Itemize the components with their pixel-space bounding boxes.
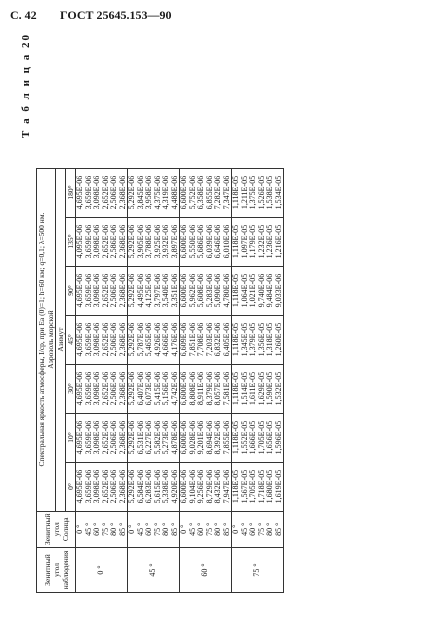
value: 1,705E-05 — [256, 420, 266, 455]
value: 1,356E-05 — [256, 322, 266, 357]
value: 1,514E-05 — [239, 371, 249, 406]
value: 8,432E-06 — [213, 469, 222, 504]
value: 5,292E-06 — [127, 371, 136, 406]
sun-angle: 80 ° — [265, 522, 274, 536]
value: 6,600E-06 — [179, 273, 188, 308]
value: 1,118E-05 — [231, 371, 240, 406]
table-title: Т а б л и ц а 20 — [20, 33, 32, 138]
value: 2,506E-06 — [109, 322, 118, 357]
value: 3,098E-06 — [92, 371, 101, 406]
value-cell — [76, 413, 128, 462]
value: 4,695E-06 — [75, 273, 84, 308]
sun-angle: 60 ° — [144, 522, 153, 536]
value: 1,656E-05 — [265, 420, 274, 455]
sun-angle: 75 ° — [204, 522, 214, 536]
value-cell — [180, 315, 232, 364]
table-row — [128, 168, 180, 592]
value: 4,375E-06 — [152, 175, 162, 210]
value: 2,368E-06 — [117, 273, 127, 308]
value: 5,415E-06 — [152, 371, 162, 406]
sun-angle: 0 ° — [179, 524, 188, 534]
value: 6,405E-06 — [221, 322, 231, 357]
value: 7,851E-06 — [187, 322, 197, 357]
value: 3,659E-06 — [83, 224, 93, 259]
value-cell — [76, 462, 128, 511]
value: 3,098E-06 — [92, 224, 101, 259]
value: 6,600E-06 — [179, 371, 188, 406]
value: 5,615E-06 — [152, 469, 162, 504]
value-cell — [128, 266, 180, 315]
value: 2,652E-06 — [100, 371, 110, 406]
value: 5,752E-06 — [187, 175, 197, 210]
sun-angle: 85 ° — [221, 522, 231, 536]
value: 1,680E-05 — [265, 469, 274, 504]
value: 3,925E-06 — [152, 224, 162, 259]
value: 3,659E-06 — [83, 469, 93, 504]
observation-angle: 0 ° — [76, 548, 128, 593]
table-caption — [37, 168, 56, 511]
value: 1,379E-05 — [248, 322, 257, 357]
value: 5,608E-06 — [196, 273, 205, 308]
value: 2,368E-06 — [117, 371, 127, 406]
value: 1,611E-05 — [248, 371, 257, 406]
value: 6,010E-06 — [221, 224, 231, 259]
value: 6,531E-06 — [135, 420, 145, 455]
table-row — [180, 168, 232, 592]
value: 5,582E-06 — [152, 420, 162, 455]
value: 3,098E-06 — [92, 175, 101, 210]
value: 2,586E-06 — [109, 224, 118, 259]
value: 2,652E-06 — [100, 469, 110, 504]
value-cell — [232, 266, 284, 315]
sun-angles — [128, 511, 180, 547]
value: 6,073E-06 — [144, 371, 153, 406]
value: 3,797E-06 — [152, 273, 162, 308]
value-cell — [76, 217, 128, 266]
value-cell — [76, 315, 128, 364]
page-number: С. 42 — [10, 8, 37, 22]
value: 5,292E-06 — [127, 175, 136, 210]
value: 7,203E-06 — [204, 322, 214, 357]
value: 1,532E-05 — [273, 371, 283, 406]
sun-angle: 75 ° — [256, 522, 266, 536]
azimuth-6: 180° — [66, 168, 76, 217]
value: 3,845E-06 — [135, 175, 145, 210]
value: 5,292E-06 — [127, 469, 136, 504]
value: 5,787E-06 — [135, 322, 145, 357]
value: 1,064E-05 — [239, 273, 249, 308]
azimuth-5: 135° — [66, 217, 76, 266]
value: 9,033E-06 — [273, 273, 283, 308]
value: 3,659E-06 — [83, 273, 93, 308]
value: 4,780E-06 — [221, 273, 231, 308]
value: 6,600E-06 — [179, 420, 188, 455]
value-cell — [232, 413, 284, 462]
value-cell — [76, 168, 128, 217]
value: 3,932E-06 — [161, 224, 170, 259]
value: 1,567E-05 — [239, 469, 249, 504]
value: 1,619E-05 — [273, 469, 283, 504]
value: 5,090E-06 — [213, 273, 222, 308]
value: 5,283E-06 — [204, 273, 214, 308]
value-cell — [232, 315, 284, 364]
value: 9,740E-06 — [256, 273, 266, 308]
value: 6,646E-06 — [213, 224, 222, 259]
value-cell — [128, 413, 180, 462]
value: 3,897E-06 — [169, 224, 179, 259]
value: 1,211E-05 — [239, 175, 249, 210]
value: 6,407E-06 — [135, 371, 145, 406]
value: 6,584E-06 — [135, 469, 145, 504]
sun-angle: 60 ° — [196, 522, 205, 536]
observation-angle: 45 ° — [128, 548, 180, 593]
value: 1,534E-05 — [273, 175, 283, 210]
azimuth-1: 10° — [66, 413, 76, 462]
value: 4,095E-06 — [75, 224, 84, 259]
value: 1,236E-05 — [265, 224, 274, 259]
value: 7,282E-06 — [213, 175, 222, 210]
value: 6,283E-06 — [144, 469, 153, 504]
observation-angle: 75 ° — [232, 548, 284, 593]
value-cell — [232, 364, 284, 413]
sun-angle: 80 ° — [109, 522, 118, 536]
value: 5,962E-06 — [187, 273, 197, 308]
value-cell — [76, 364, 128, 413]
value: 9,028E-06 — [187, 420, 197, 455]
value: 2,652E-06 — [100, 224, 110, 259]
standard-code: ГОСТ 25645.153—90 — [60, 8, 172, 22]
page-header — [0, 0, 431, 30]
value: 1,118E-05 — [231, 469, 240, 504]
table-row — [76, 168, 128, 592]
value: 5,292E-06 — [127, 224, 136, 259]
value: 3,098E-06 — [92, 273, 101, 308]
value-cell — [180, 413, 232, 462]
value: 2,368E-06 — [117, 224, 127, 259]
value: 6,358E-06 — [196, 175, 205, 210]
sun-angles — [76, 511, 128, 547]
value: 7,947E-06 — [221, 469, 231, 504]
value: 1,718E-05 — [256, 469, 266, 504]
value: 4,920E-06 — [169, 469, 179, 504]
sun-angle: 0 ° — [75, 524, 84, 534]
value: 3,659E-06 — [83, 420, 93, 455]
value: 1,097E-05 — [239, 224, 249, 259]
value: 4,695E-06 — [75, 469, 84, 504]
value: 2,652E-06 — [100, 322, 110, 357]
value-cell — [232, 168, 284, 217]
value-cell — [180, 266, 232, 315]
value: 8,379E-06 — [204, 371, 214, 406]
value: 2,368E-06 — [117, 322, 127, 357]
value: 1,216E-05 — [273, 224, 283, 259]
sun-angle: 85 ° — [273, 522, 283, 536]
value: 1,118E-05 — [231, 175, 240, 210]
value-cell — [76, 266, 128, 315]
value: 5,686E-06 — [196, 224, 205, 259]
value: 8,392E-06 — [213, 420, 222, 455]
sun-angle: 45 ° — [187, 522, 197, 536]
value: 1,629E-05 — [256, 371, 266, 406]
value: 1,021E-05 — [248, 273, 257, 308]
value: 4,695E-06 — [75, 371, 84, 406]
value: 9,201E-06 — [196, 420, 205, 455]
table-body — [76, 168, 284, 592]
value: 4,695E-06 — [75, 420, 84, 455]
value: 1,118E-05 — [231, 273, 240, 308]
value: 8,911E-06 — [196, 371, 205, 406]
value-cell — [128, 364, 180, 413]
value: 5,338E-06 — [161, 469, 170, 504]
value: 8,694E-06 — [204, 420, 214, 455]
value-cell — [180, 364, 232, 413]
value: 2,506E-06 — [109, 420, 118, 455]
value: 2,506E-06 — [109, 469, 118, 504]
sun-angle: 0 ° — [231, 524, 240, 534]
value: 1,179E-05 — [248, 224, 257, 259]
value: 7,581E-06 — [221, 371, 231, 406]
col-header-observation: Зенитный угол наблюдения — [37, 548, 76, 593]
value: 3,351E-06 — [169, 273, 179, 308]
data-table — [36, 168, 284, 593]
caption-sub: Аэрозоль морской — [46, 310, 55, 369]
value: 2,368E-06 — [117, 420, 127, 455]
value: 5,292E-06 — [127, 273, 136, 308]
value-cell — [128, 217, 180, 266]
sun-angles — [180, 511, 232, 547]
value: 2,368E-06 — [117, 469, 127, 504]
value: 1,232E-05 — [256, 224, 266, 259]
value: 9,484E-06 — [265, 273, 274, 308]
value: 1,590E-05 — [265, 371, 274, 406]
value: 1,552E-05 — [239, 420, 249, 455]
value: 1,375E-05 — [248, 175, 257, 210]
value: 3,098E-06 — [92, 469, 101, 504]
sun-angle: 75 ° — [100, 522, 110, 536]
value: 6,600E-06 — [179, 175, 188, 210]
value: 2,652E-06 — [100, 273, 110, 308]
value: 4,695E-06 — [75, 322, 84, 357]
sun-angle: 60 ° — [248, 522, 257, 536]
sun-angle: 45 ° — [239, 522, 249, 536]
value-cell — [232, 462, 284, 511]
value: 5,292E-06 — [127, 322, 136, 357]
value: 3,788E-06 — [144, 224, 153, 259]
value: 3,659E-06 — [83, 371, 93, 406]
value: 1,538E-05 — [265, 175, 274, 210]
value: 6,600E-06 — [179, 224, 188, 259]
value: 5,465E-06 — [144, 322, 153, 357]
value: 3,098E-06 — [92, 322, 101, 357]
sun-angle: 80 ° — [161, 522, 170, 536]
azimuth-2: 30° — [66, 364, 76, 413]
sun-angle: 60 ° — [92, 522, 101, 536]
value: 1,118E-05 — [231, 420, 240, 455]
value: 4,666E-06 — [161, 322, 170, 357]
value: 4,488E-06 — [169, 175, 179, 210]
value-cell — [232, 217, 284, 266]
azimuth-4: 90° — [66, 266, 76, 315]
observation-angle: 60 ° — [180, 548, 232, 593]
value: 7,347E-06 — [221, 175, 231, 210]
value: 2,506E-06 — [109, 371, 118, 406]
value: 1,526E-05 — [256, 175, 266, 210]
value: 6,832E-06 — [213, 322, 222, 357]
value: 6,855E-06 — [204, 175, 214, 210]
value: 4,495E-06 — [135, 273, 145, 308]
value: 2,368E-06 — [117, 175, 127, 210]
value: 4,125E-06 — [144, 273, 153, 308]
value: 3,540E-06 — [161, 273, 170, 308]
rotated-table-area — [20, 33, 420, 593]
sun-angle: 0 ° — [127, 524, 136, 534]
sun-angle: 85 ° — [169, 522, 179, 536]
azimuth-header: Азимут — [56, 168, 66, 511]
value: 3,905E-06 — [135, 224, 145, 259]
value: 9,256E-06 — [196, 469, 205, 504]
value: 1,260E-05 — [273, 322, 283, 357]
azimuth-0: 0° — [66, 462, 76, 511]
value: 5,550E-06 — [187, 224, 197, 259]
value: 4,319E-06 — [161, 175, 170, 210]
value: 7,855E-06 — [221, 420, 231, 455]
value: 6,600E-06 — [179, 469, 188, 504]
value: 4,878E-06 — [169, 420, 179, 455]
col-header-sun: Зенитный угол Солнца — [37, 511, 76, 547]
sun-angle: 75 ° — [152, 522, 162, 536]
value: 4,176E-06 — [169, 322, 179, 357]
value: 2,506E-06 — [109, 273, 118, 308]
value: 1,596E-05 — [273, 420, 283, 455]
value: 2,652E-06 — [100, 420, 110, 455]
value: 4,926E-06 — [152, 322, 162, 357]
value: 6,609E-06 — [179, 322, 188, 357]
value: 5,292E-06 — [127, 420, 136, 455]
value-cell — [128, 315, 180, 364]
value: 1,118E-05 — [231, 224, 240, 259]
caption-main: Спектральная яркость атмосферы, I/ср, при Ea (0)=1; h=60 км; q=0,1; λ=500 нм. — [37, 212, 46, 467]
sun-angle: 85 ° — [117, 522, 127, 536]
sun-angle: 80 ° — [213, 522, 222, 536]
value: 9,104E-06 — [187, 469, 197, 504]
value: 4,742E-06 — [169, 371, 179, 406]
value: 1,705E-05 — [248, 469, 257, 504]
value: 1,318E-05 — [265, 322, 274, 357]
value: 8,057E-06 — [213, 371, 222, 406]
value-cell — [180, 462, 232, 511]
value: 5,273E-06 — [161, 420, 170, 455]
value: 2,506E-06 — [109, 175, 118, 210]
value-cell — [180, 217, 232, 266]
value: 3,659E-06 — [83, 175, 93, 210]
value-cell — [180, 168, 232, 217]
value: 1,666E-05 — [248, 420, 257, 455]
sun-angle: 45 ° — [83, 522, 93, 536]
value: 8,729E-06 — [204, 469, 214, 504]
sun-angle: 45 ° — [135, 522, 145, 536]
value: 2,652E-06 — [100, 175, 110, 210]
value: 5,156E-06 — [161, 371, 170, 406]
sun-angles — [232, 511, 284, 547]
value: 6,227E-06 — [144, 420, 153, 455]
value: 6,039E-06 — [204, 224, 214, 259]
value: 3,659E-06 — [83, 322, 93, 357]
value: 3,958E-06 — [144, 175, 153, 210]
value-cell — [128, 168, 180, 217]
azimuth-3: 45° — [66, 315, 76, 364]
table-row — [232, 168, 284, 592]
value: 7,708E-06 — [196, 322, 205, 357]
value-cell — [128, 462, 180, 511]
value: 1,118E-05 — [231, 322, 240, 357]
value: 3,098E-06 — [92, 420, 101, 455]
value: 4,695E-06 — [75, 175, 84, 210]
value: 8,808E-06 — [187, 371, 197, 406]
value: 1,345E-05 — [239, 322, 249, 357]
